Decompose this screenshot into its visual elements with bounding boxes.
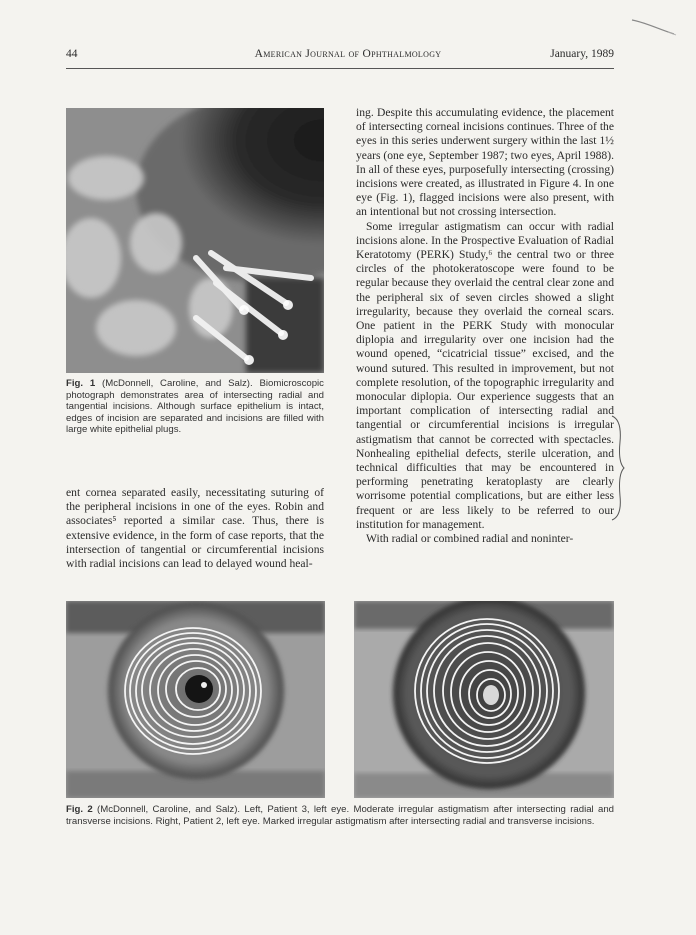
left-column bbox=[66, 486, 324, 571]
figure-2-caption bbox=[66, 804, 614, 827]
issue-date: January, 1989 bbox=[550, 48, 614, 60]
left-paragraph: ent cornea separated easily, necessitating suturing of the peripheral incisions in one of the eyes. Robin and associates⁵ reported a similar case. Thus, there is extensive evidence, in the form of case reports, that the intersection of tangential or circumferential incisions with radial incisions can lead to delayed wound heal- bbox=[66, 486, 324, 571]
figure-1-photograph bbox=[66, 108, 324, 373]
journal-title: American Journal of Ophthalmology bbox=[254, 48, 442, 60]
figure-2-label: Fig. 2 bbox=[66, 804, 93, 815]
figure-1-caption bbox=[66, 378, 324, 436]
header-rule bbox=[66, 68, 614, 69]
pen-mark bbox=[628, 14, 680, 38]
figure-1-caption-text: (McDonnell, Caroline, and Salz). Biomicroscopic photograph demonstrates area of intersecting radial and tangential incisions. Although surface epithelium is intact, edges of incision are separated and incisions are filled with large white epithelial plugs. bbox=[66, 378, 324, 435]
right-column bbox=[356, 106, 614, 546]
figure-2-caption-text: (McDonnell, Caroline, and Salz). Left, Patient 3, left eye. Moderate irregular astigmatism after intersecting radial and transverse incisions. Right, Patient 2, left eye. Marked irregular astigmatism after intersecting radial and transverse incisions. bbox=[66, 804, 614, 827]
right-paragraph-3: With radial or combined radial and noninter- bbox=[366, 532, 574, 546]
figure-1-label: Fig. 1 bbox=[66, 378, 96, 389]
figure-2-right-photograph bbox=[354, 601, 614, 798]
figure-2-left-photograph bbox=[66, 601, 325, 798]
right-paragraph-1: ing. Despite this accumulating evidence, the placement of intersecting corneal incisions continues. Three of the eyes in this series underwent surgery within the last 1½ years (one eye, September 1987; two eyes, April 1988). In all of these eyes, purposefully intersecting (crossing) incisions were created, as illustrated in Figure 4. In one eye (Fig. 1), flagged incisions were also present, with an intentional but not crossing intersection. bbox=[356, 106, 614, 219]
right-paragraph-2: Some irregular astigmatism can occur with radial incisions alone. In the Prospective Evaluation of Radial Keratotomy (PERK) Study,⁶ the central two or three circles of the photokeratoscope were found to be regular because they overlaid the central clear zone and the peripheral six of seven circles showed a slight irregularity, because they overlaid the corneal scars. One patient in the PERK Study with monocular diplopia and irregularity over one incision had the wound opened, “cicatricial tissue” excised, and the wound sutured. This resulted in improvement, but not complete resolution, of the topographic irregularity and monocular diplopia. Our experience suggests that an important complication of intersecting radial and tangential or circumferential incisions is irregular astigmatism that cannot be corrected with spectacles. Nonhealing epithelial defects, sterile ulceration, and technical difficulties that may be encountered in performing penetrating keratoplasty are clearly worrisome potential complications, but are either less frequent or are less likely to be referred to our institution for management. bbox=[356, 219, 614, 531]
page-number: 44 bbox=[66, 48, 78, 60]
margin-bracket bbox=[608, 412, 630, 524]
